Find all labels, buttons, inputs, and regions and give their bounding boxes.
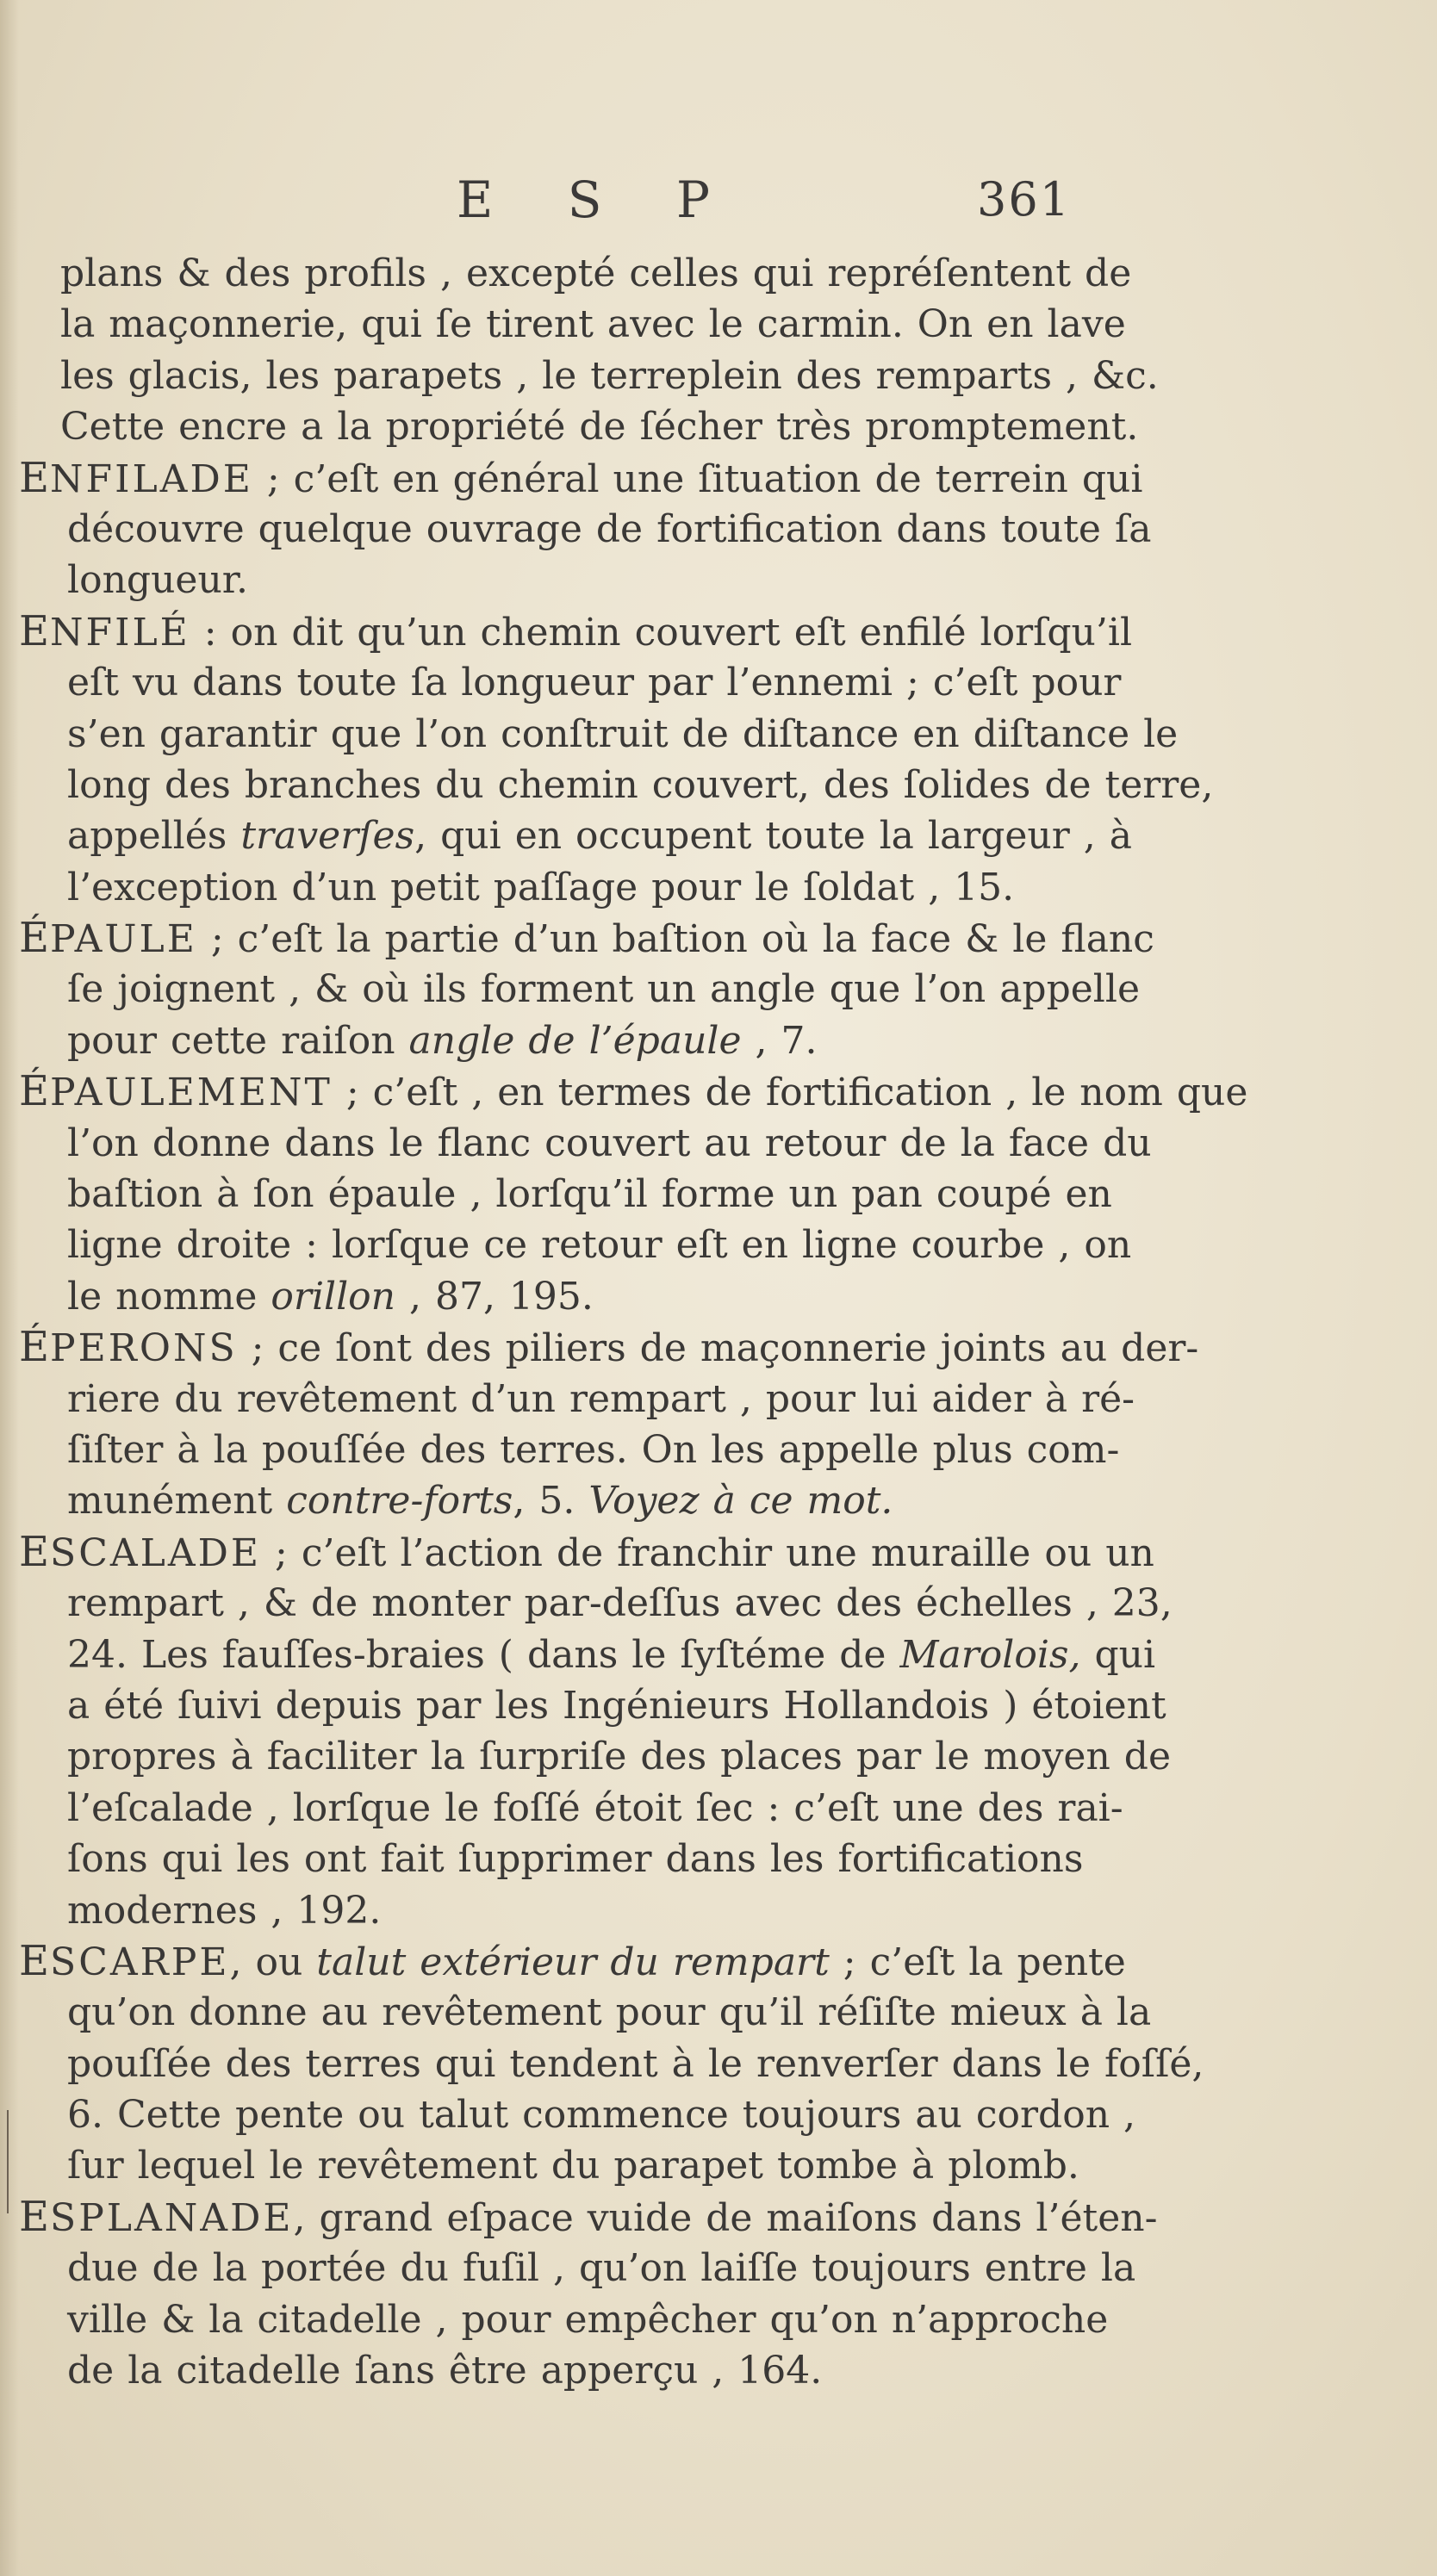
italic-term: Marolois, [899, 1632, 1081, 1677]
text-line: baſtion à ſon épaule , lorſqu’il forme un pan coupé en [67, 1172, 1112, 1217]
headword-epaule: ÉPAULE [19, 914, 197, 963]
headword-escalade: ESCALADE [19, 1527, 262, 1576]
text-line: ligne droite : lorſque ce retour eſt en ligne courbe , on [67, 1223, 1132, 1268]
text-line: ſur lequel le revêtement du parapet tombe à plomb. [67, 2144, 1079, 2188]
italic-term: Voyez à ce mot. [588, 1479, 893, 1524]
text-line: ſons qui les ont fait ſupprimer dans les fortifications [67, 1837, 1084, 1882]
text-line: 6. Cette pente ou talut commence toujours au cordon , [67, 2093, 1136, 2138]
headword-escarpe: ESCARPE [19, 1936, 230, 1985]
entry-escarpe: ESCARPE, ou talut extérieur du rempart ; c’eſt la pente [19, 1936, 1126, 1985]
text-line: longueur. [67, 558, 248, 603]
italic-term: talut extérieur du rempart [316, 1940, 830, 1984]
text-line: ſe joignent , & où ils forment un angle que l’on appelle [67, 967, 1140, 1012]
text-line: de la citadelle ſans être apperçu , 164. [67, 2349, 823, 2393]
text-line: qu’on donne au revêtement pour qu’il réſiſte mieux à la [67, 1990, 1152, 2035]
entry-escalade: ESCALADE ; c’eſt l’action de franchir une muraille ou un [19, 1527, 1154, 1576]
text-line: plans & des profils , excepté celles qui repréſentent de [60, 251, 1132, 295]
text-line: ſiſter à la pouſſée des terres. On les appelle plus com- [67, 1427, 1120, 1472]
page-edge-mark [7, 2110, 9, 2213]
text-line: découvre quelque ouvrage de fortification dans toute ſa [67, 506, 1152, 551]
page-edge-shadow [0, 0, 19, 2576]
entry-enfilade: ENFILADE ; c’eſt en général une ſituation de terrein qui [19, 453, 1143, 502]
text-line: 24. Les fauſſes-braies ( dans le ſyſtéme de Marolois, qui [67, 1632, 1156, 1677]
italic-term: orillon [271, 1274, 395, 1319]
italic-term: contre-forts [286, 1479, 513, 1524]
entry-enfile: ENFILÉ : on dit qu’un chemin couvert eſt enfilé lorſqu’il [19, 606, 1133, 655]
entry-epaule: ÉPAULE ; c’eſt la partie d’un baſtion où la face & le flanc [19, 914, 1154, 963]
text-line: eſt vu dans toute ſa longueur par l’ennemi ; c’eſt pour [67, 661, 1122, 705]
page-header [0, 171, 1437, 231]
running-head: E S P [457, 171, 739, 229]
text-line: ville & la citadelle , pour empêcher qu’on n’approche [67, 2297, 1109, 2342]
entry-esplanade: ESPLANADE, grand eſpace vuide de maiſons dans l’éten- [19, 2192, 1158, 2241]
text-line: Cette encre a la propriété de ſécher très promptement. [60, 405, 1139, 450]
text-line: pour cette raiſon angle de l’épaule , 7. [67, 1018, 818, 1063]
text-line: riere du revêtement d’un rempart , pour lui aider à ré- [67, 1376, 1135, 1421]
entry-eperons: ÉPERONS ; ce ſont des piliers de maçonnerie joints au der- [19, 1323, 1199, 1372]
text-line: propres à faciliter la ſurpriſe des places par le moyen de [67, 1735, 1172, 1779]
text-line: le nomme orillon , 87, 195. [67, 1274, 594, 1319]
dictionary-text [19, 248, 1248, 2396]
text-line: due de la portée du fuſil , qu’on laiſſe toujours entre la [67, 2246, 1136, 2291]
headword-enfile: ENFILÉ [19, 606, 190, 655]
text-line: rempart , & de monter par-deſſus avec des échelles , 23, [67, 1581, 1173, 1626]
text-line: a été ſuivi depuis par les Ingénieurs Hollandois ) étoient [67, 1683, 1166, 1728]
text-line: pouſſée des terres qui tendent à le renverſer dans le foſſé, [67, 2041, 1204, 2086]
text-line: l’on donne dans le flanc couvert au retour de la face du [67, 1120, 1152, 1165]
headword-eperons: ÉPERONS [19, 1323, 238, 1372]
text-line: s’en garantir que l’on conſtruit de diſtance en diſtance le [67, 711, 1179, 756]
page-number: 361 [977, 172, 1072, 227]
italic-term: angle de l’épaule [408, 1018, 742, 1063]
text-line: munément contre-forts, 5. Voyez à ce mot. [67, 1479, 893, 1524]
text-line: les glacis, les parapets , le terreplein des remparts , &c. [60, 353, 1159, 398]
text-line: long des branches du chemin couvert, des ſolides de terre, [67, 762, 1214, 807]
headword-epaulement: ÉPAULEMENT [19, 1067, 333, 1116]
text-line: modernes , 192. [67, 1888, 382, 1933]
text-line: l’exception d’un petit paſſage pour le ſoldat , 15. [67, 865, 1015, 909]
headword-esplanade: ESPLANADE [19, 2192, 294, 2241]
entry-epaulement: ÉPAULEMENT ; c’eſt , en termes de fortification , le nom que [19, 1067, 1248, 1116]
text-line: appellés traverſes, qui en occupent toute la largeur , à [67, 814, 1132, 859]
headword-enfilade: ENFILADE [19, 453, 253, 502]
text-line: l’eſcalade , lorſque le foſſé étoit ſec : c’eſt une des rai- [67, 1785, 1123, 1830]
text-line: la maçonnerie, qui ſe tirent avec le carmin. On en lave [60, 302, 1126, 347]
italic-term: traverſes [240, 814, 415, 859]
